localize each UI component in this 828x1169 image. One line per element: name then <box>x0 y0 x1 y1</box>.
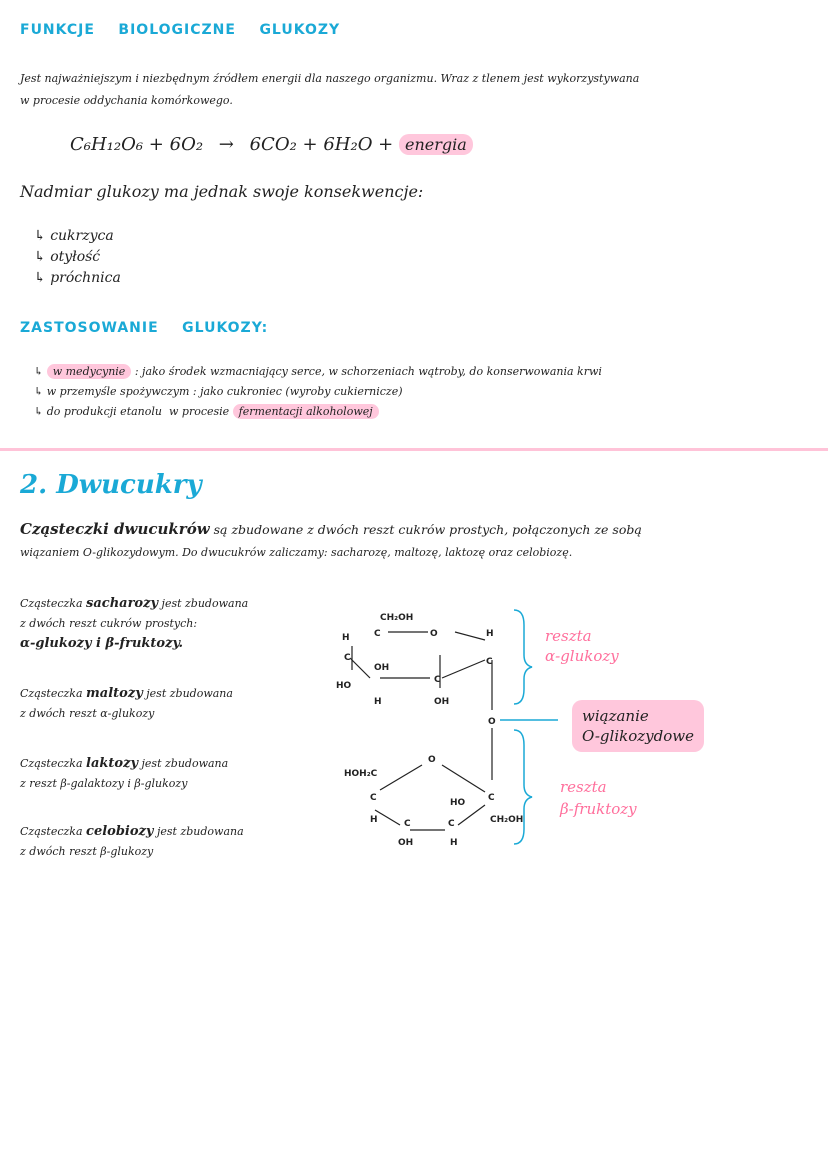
disaccharide-intro-line-2: wiązaniem O-glikozydowym. Do dwucukrów zaliczamy: sacharozę, maltozę, laktozę oraz celobiozę. <box>20 546 573 559</box>
annotation-glucose-residue: reszta α-glukozy <box>545 627 619 665</box>
svg-text:HO: HO <box>450 798 466 808</box>
sucrose-structure-diagram <box>330 600 560 860</box>
application-label: w medycynie <box>47 364 132 379</box>
svg-text:CH₂OH: CH₂OH <box>490 815 524 825</box>
svg-text:OH: OH <box>398 838 414 848</box>
svg-text:C: C <box>488 793 495 803</box>
title-word: GLUKOZY <box>259 22 341 38</box>
energy-highlight: energia <box>399 134 473 155</box>
svg-text:H: H <box>486 629 494 639</box>
svg-text:O: O <box>430 629 438 639</box>
chemical-equation <box>70 134 473 155</box>
section-title-functions <box>20 22 340 38</box>
fermentation-highlight: fermentacji alkoholowej <box>233 404 379 419</box>
equation-right: 6CO₂ + 6H₂O + <box>249 134 394 155</box>
svg-text:C: C <box>434 675 441 685</box>
title-word: BIOLOGICZNE <box>118 22 236 38</box>
svg-text:HOH₂C: HOH₂C <box>344 769 378 779</box>
section-divider <box>0 448 828 451</box>
intro-line-1: Jest najważniejszym i niezbędnym źródłem energii dla naszego organizmu. Wraz z tlenem jest wykorzystywana <box>20 72 640 85</box>
list-item: ↳ próchnica <box>34 270 121 286</box>
excess-list <box>34 226 121 289</box>
title-word: ZASTOSOWANIE <box>20 320 159 336</box>
svg-text:C: C <box>448 819 455 829</box>
arrow-icon: ↳ <box>34 270 51 286</box>
molecule-description: Cząsteczka sacharozy jest zbudowana z dwóch reszt cukrów prostych: α-glukozy i β-fruktozy. <box>20 596 249 651</box>
list-item: ↳ do produkcji etanolu w procesie fermentacji alkoholowej <box>34 402 602 422</box>
svg-text:C: C <box>404 819 411 829</box>
excess-heading: Nadmiar glukozy ma jednak swoje konsekwencje: <box>20 182 424 201</box>
equation-arrow: → <box>218 134 234 155</box>
svg-text:O: O <box>488 717 496 727</box>
label-ch2oh-top: CH₂OH <box>380 613 414 623</box>
intro-line-2: w procesie oddychania komórkowego. <box>20 94 233 107</box>
equation-left: C₆H₁₂O₆ + 6O₂ <box>70 134 204 155</box>
svg-text:H: H <box>342 633 350 643</box>
arrow-icon: ↳ <box>34 365 47 378</box>
disaccharide-intro-line-1: Cząsteczki dwucukrów są zbudowane z dwóch reszt cukrów prostych, połączonych ze sobą <box>20 520 642 538</box>
svg-text:C: C <box>370 793 377 803</box>
list-item: ↳ cukrzyca <box>34 228 114 244</box>
annotation-fructose-residue: reszta β-fruktozy <box>560 778 637 818</box>
title-word: GLUKOZY: <box>182 320 269 336</box>
svg-text:O: O <box>428 755 436 765</box>
section-title-disaccharides: 2. Dwucukry <box>20 470 202 500</box>
list-item: ↳ otyłość <box>34 249 101 265</box>
svg-text:C: C <box>486 657 493 667</box>
applications-list <box>34 362 602 422</box>
section-title-applications <box>20 320 268 336</box>
arrow-icon: ↳ <box>34 405 47 418</box>
svg-text:H: H <box>374 697 382 707</box>
svg-text:HO: HO <box>336 681 352 691</box>
svg-text:OH: OH <box>374 663 390 673</box>
arrow-icon: ↳ <box>34 249 51 265</box>
list-item: ↳ w przemyśle spożywczym : jako cukroniec (wyroby cukiernicze) <box>34 385 403 398</box>
svg-text:H: H <box>370 815 378 825</box>
svg-text:OH: OH <box>434 697 450 707</box>
annotation-glycosidic-bond: wiązanie O-glikozydowe <box>572 700 704 752</box>
title-word: FUNKCJE <box>20 22 95 38</box>
list-item: ↳ w medycynie : jako środek wzmacniający serce, w schorzeniach wątroby, do konserwowania krwi <box>34 365 602 378</box>
molecule-description: Cząsteczka celobiozy jest zbudowana z dwóch reszt β-glukozy <box>20 824 244 858</box>
molecule-description: Cząsteczka maltozy jest zbudowana z dwóch reszt α-glukozy <box>20 686 233 720</box>
arrow-icon: ↳ <box>34 385 47 398</box>
svg-text:C: C <box>374 629 381 639</box>
molecule-description: Cząsteczka laktozy jest zbudowana z reszt β-galaktozy i β-glukozy <box>20 756 229 790</box>
arrow-icon: ↳ <box>34 228 51 244</box>
svg-text:C: C <box>344 653 351 663</box>
svg-text:H: H <box>450 838 458 848</box>
